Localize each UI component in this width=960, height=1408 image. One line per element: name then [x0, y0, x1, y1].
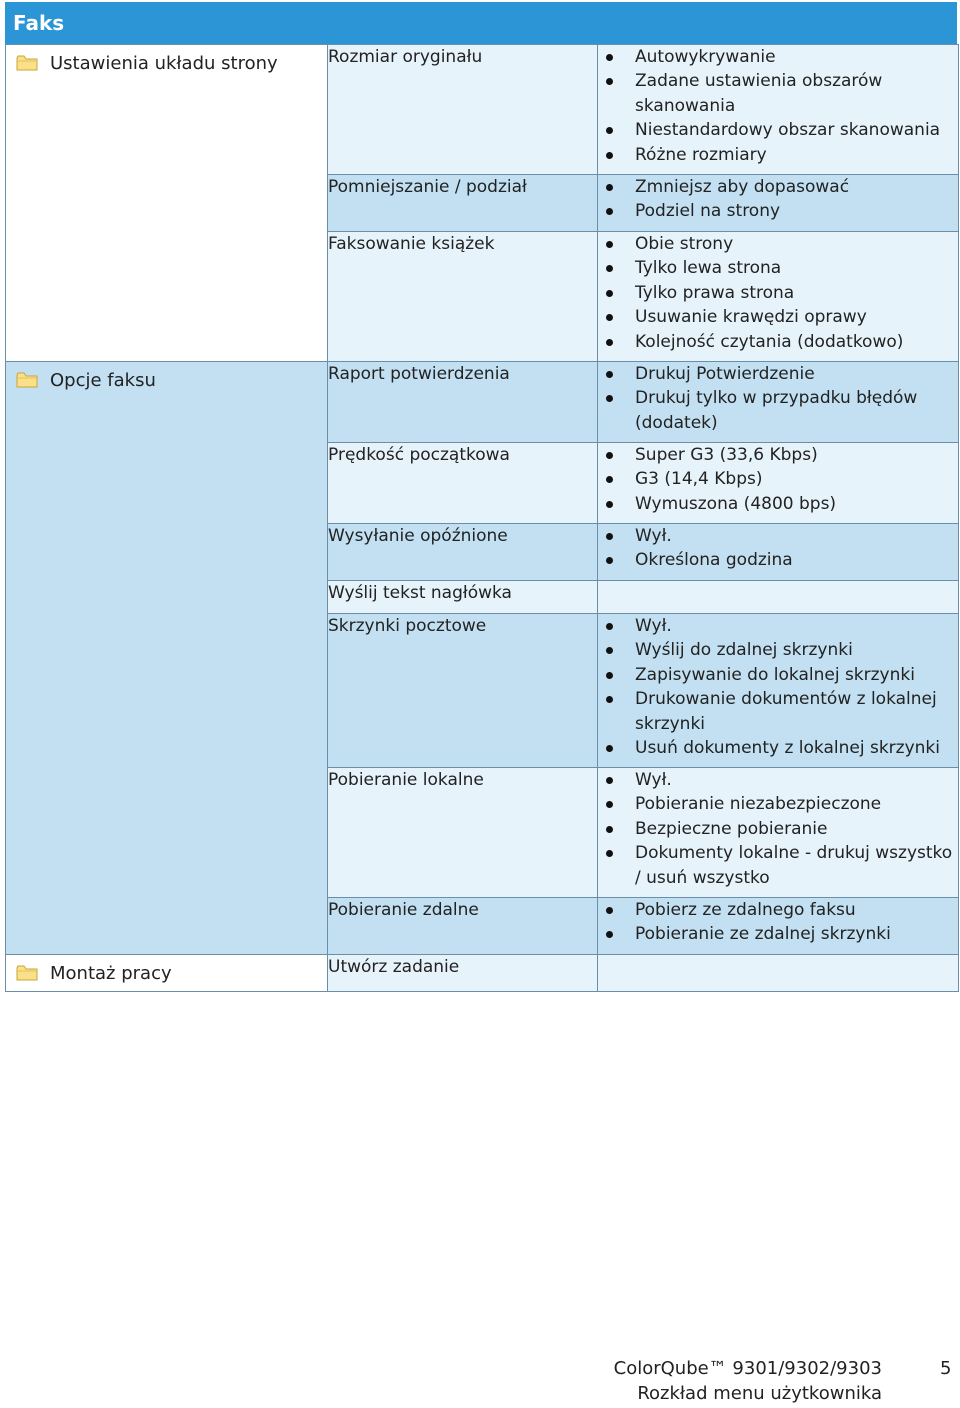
options-list: [598, 232, 958, 354]
options-cell: [598, 614, 959, 768]
list-item: G3 (14,4 Kbps): [598, 467, 958, 491]
options-cell: [598, 443, 959, 524]
product-name: ColorQube™ 9301/9302/9303: [613, 1358, 882, 1379]
list-item: Dokumenty lokalne - drukuj wszystko / usuń wszystko: [598, 841, 958, 890]
setting-label: Raport potwierdzenia: [328, 364, 510, 384]
list-item: Określona godzina: [598, 548, 958, 572]
page-title: Faks: [13, 11, 65, 35]
list-item: Tylko prawa strona: [598, 281, 958, 305]
list-item: Wył.: [598, 524, 958, 548]
setting-label: Wysyłanie opóźnione: [328, 526, 508, 546]
options-cell: [598, 581, 959, 614]
list-item: Zadane ustawienia obszarów skanowania: [598, 69, 958, 118]
list-item: Niestandardowy obszar skanowania: [598, 118, 958, 142]
list-item: Pobieranie niezabezpieczone: [598, 792, 958, 816]
list-item: Wymuszona (4800 bps): [598, 492, 958, 516]
table-row: [6, 362, 959, 443]
setting-label: Skrzynki pocztowe: [328, 616, 487, 636]
options-cell: [598, 768, 959, 898]
folder-icon: [16, 372, 38, 388]
setting-label: Prędkość początkowa: [328, 445, 510, 465]
section-label: Ustawienia układu strony: [50, 53, 278, 74]
options-list: [598, 524, 958, 573]
list-item: Usuwanie krawędzi oprawy: [598, 305, 958, 329]
list-item: Zmniejsz aby dopasować: [598, 175, 958, 199]
options-list: [598, 175, 958, 224]
setting-cell[interactable]: [328, 443, 598, 524]
setting-cell[interactable]: [328, 175, 598, 232]
list-item: Tylko lewa strona: [598, 256, 958, 280]
setting-cell[interactable]: [328, 614, 598, 768]
options-list: [598, 443, 958, 516]
options-cell: [598, 898, 959, 955]
page-header: [5, 2, 957, 44]
table-row: [6, 45, 959, 175]
setting-cell[interactable]: [328, 768, 598, 898]
list-item: Wył.: [598, 614, 958, 638]
options-cell: [598, 524, 959, 581]
options-cell: [598, 362, 959, 443]
section-label: Montaż pracy: [50, 963, 172, 984]
list-item: Zapisywanie do lokalnej skrzynki: [598, 663, 958, 687]
options-list: [598, 614, 958, 760]
list-item: Pobierz ze zdalnego faksu: [598, 898, 958, 922]
setting-label: Utwórz zadanie: [328, 957, 460, 977]
list-item: Usuń dokumenty z lokalnej skrzynki: [598, 736, 958, 760]
menu-table: [5, 44, 959, 992]
list-item: Wył.: [598, 768, 958, 792]
options-cell: [598, 955, 959, 992]
list-item: Różne rozmiary: [598, 143, 958, 167]
section-fax-options[interactable]: [6, 362, 328, 955]
page-number: 5: [940, 1358, 952, 1379]
page-footer: [614, 1356, 882, 1406]
list-item: Podziel na strony: [598, 199, 958, 223]
setting-cell[interactable]: [328, 362, 598, 443]
setting-label: Pobieranie zdalne: [328, 900, 479, 920]
table-row: [6, 955, 959, 992]
options-list: [598, 45, 958, 167]
list-item: Kolejność czytania (dodatkowo): [598, 330, 958, 354]
options-cell: [598, 232, 959, 362]
section-job-build[interactable]: [6, 955, 328, 992]
options-cell: [598, 45, 959, 175]
setting-label: Rozmiar oryginału: [328, 47, 483, 67]
setting-cell[interactable]: [328, 581, 598, 614]
setting-label: Faksowanie książek: [328, 234, 495, 254]
list-item: Super G3 (33,6 Kbps): [598, 443, 958, 467]
section-layout[interactable]: [6, 45, 328, 362]
list-item: Drukuj Potwierdzenie: [598, 362, 958, 386]
setting-cell[interactable]: [328, 45, 598, 175]
list-item: Pobieranie ze zdalnej skrzynki: [598, 922, 958, 946]
setting-label: Wyślij tekst nagłówka: [328, 583, 512, 603]
list-item: Autowykrywanie: [598, 45, 958, 69]
list-item: Drukuj tylko w przypadku błędów (dodatek): [598, 386, 958, 435]
document-title: Rozkład menu użytkownika: [637, 1383, 882, 1404]
options-cell: [598, 175, 959, 232]
options-list: [598, 768, 958, 890]
list-item: Wyślij do zdalnej skrzynki: [598, 638, 958, 662]
options-list: [598, 362, 958, 435]
list-item: Obie strony: [598, 232, 958, 256]
setting-label: Pomniejszanie / podział: [328, 177, 527, 197]
setting-cell[interactable]: [328, 524, 598, 581]
folder-icon: [16, 965, 38, 981]
setting-cell[interactable]: [328, 955, 598, 992]
setting-label: Pobieranie lokalne: [328, 770, 484, 790]
folder-icon: [16, 55, 38, 71]
setting-cell[interactable]: [328, 232, 598, 362]
setting-cell[interactable]: [328, 898, 598, 955]
options-list: [598, 898, 958, 947]
list-item: Bezpieczne pobieranie: [598, 817, 958, 841]
list-item: Drukowanie dokumentów z lokalnej skrzynki: [598, 687, 958, 736]
section-label: Opcje faksu: [50, 370, 156, 391]
